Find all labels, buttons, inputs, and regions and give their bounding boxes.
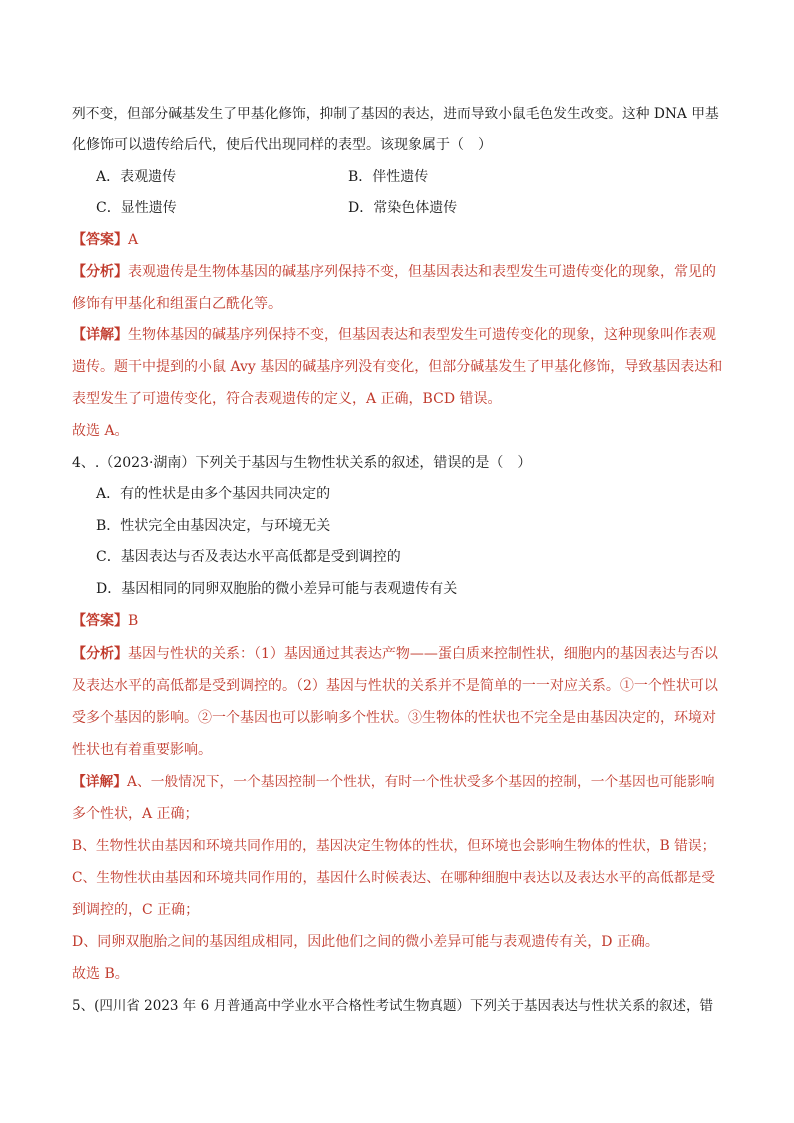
conclusion-line: 故选 A。 bbox=[72, 423, 129, 439]
option-c: C．基因表达与否及表达水平高低都是受到调控的 bbox=[96, 549, 401, 565]
detail-tag: 【详解】 bbox=[72, 327, 128, 343]
detail-text: 生物体基因的碱基序列保持不变，但基因表达和表型发生可遗传变化的现象，这种现象叫作表观 bbox=[128, 327, 716, 343]
detail-tag: 【详解】 bbox=[72, 774, 128, 790]
analysis-line: 修饰有甲基化和组蛋白乙酰化等。 bbox=[72, 296, 282, 312]
detail-line: D、同卵双胞胎之间的基因组成相同，因此他们之间的微小差异可能与表观遗传有关，D 正确。 bbox=[72, 934, 659, 950]
analysis-text: 基因与性状的关系：（1）基因通过其表达产物——蛋白质来控制性状，细胞内的基因表达与否以 bbox=[128, 646, 718, 662]
detail-line bbox=[72, 772, 714, 792]
analysis-text: 表观遗传是生物体基因的碱基序列保持不变，但基因表达和表型发生可遗传变化的现象，常见的 bbox=[128, 264, 716, 280]
detail-text: A、一般情况下，一个基因控制一个性状，有时一个性状受多个基因的控制，一个基因也可能影响 bbox=[127, 774, 715, 790]
analysis-line: 及表达水平的高低都是受到调控的。（2）基因与性状的关系并不是简单的一一对应关系。①一个性状可以 bbox=[72, 678, 718, 694]
analysis-tag: 【分析】 bbox=[72, 646, 128, 662]
detail-line: 到调控的，C 正确； bbox=[72, 902, 200, 918]
answer-line bbox=[72, 611, 138, 631]
option-a: A．表观遗传 bbox=[96, 169, 177, 185]
answer-value: A bbox=[128, 232, 139, 248]
detail-line: 表型发生了可遗传变化，符合表观遗传的定义，A 正确，BCD 错误。 bbox=[72, 391, 502, 407]
stem-line: 化修饰可以遗传给后代，使后代出现同样的表型。该现象属于（ ） bbox=[72, 137, 492, 153]
detail-line: 多个性状，A 正确； bbox=[72, 806, 199, 822]
answer-value: B bbox=[128, 613, 139, 629]
analysis-tag: 【分析】 bbox=[72, 264, 128, 280]
option-b: B．性状完全由基因决定，与环境无关 bbox=[96, 518, 331, 534]
analysis-line bbox=[72, 262, 716, 282]
stem-line: 列不变，但部分碱基发生了甲基化修饰，抑制了基因的表达，进而导致小鼠毛色发生改变。这种 DNA 甲基 bbox=[72, 106, 719, 122]
analysis-line bbox=[72, 644, 718, 664]
detail-line bbox=[72, 325, 716, 345]
analysis-line: 受多个基因的影响。②一个基因也可以影响多个性状。③生物体的性状也不完全是由基因决定的，环境对 bbox=[72, 710, 716, 726]
option-c: C．显性遗传 bbox=[96, 200, 177, 216]
answer-line bbox=[72, 230, 138, 250]
option-d: D．常染色体遗传 bbox=[348, 200, 458, 216]
detail-line: 遗传。题干中提到的小鼠 Avy 基因的碱基序列没有变化，但部分碱基发生了甲基化修饰，导致基因表达和 bbox=[72, 359, 723, 375]
detail-line: B、生物性状由基因和环境共同作用的，基因决定生物体的性状，但环境也会影响生物体的性状，B 错误； bbox=[72, 838, 716, 854]
question-stem: 4、.（2023·湖南）下列关于基因与生物性状关系的叙述，错误的是（ ） bbox=[72, 455, 532, 471]
option-d: D．基因相同的同卵双胞胎的微小差异可能与表观遗传有关 bbox=[96, 581, 458, 597]
answer-tag: 【答案】 bbox=[72, 613, 128, 629]
answer-tag: 【答案】 bbox=[72, 232, 128, 248]
option-a: A．有的性状是由多个基因共同决定的 bbox=[96, 486, 331, 502]
question-stem: 5、(四川省 2023 年 6 月普通高中学业水平合格性考试生物真题）下列关于基因表达与性状关系的叙述，错 bbox=[72, 998, 713, 1014]
option-b: B．伴性遗传 bbox=[348, 169, 429, 185]
detail-line: C、生物性状由基因和环境共同作用的，基因什么时候表达、在哪种细胞中表达以及表达水平的高低都是受 bbox=[72, 870, 716, 886]
conclusion-line: 故选 B。 bbox=[72, 966, 129, 982]
analysis-line: 性状也有着重要影响。 bbox=[72, 742, 212, 758]
